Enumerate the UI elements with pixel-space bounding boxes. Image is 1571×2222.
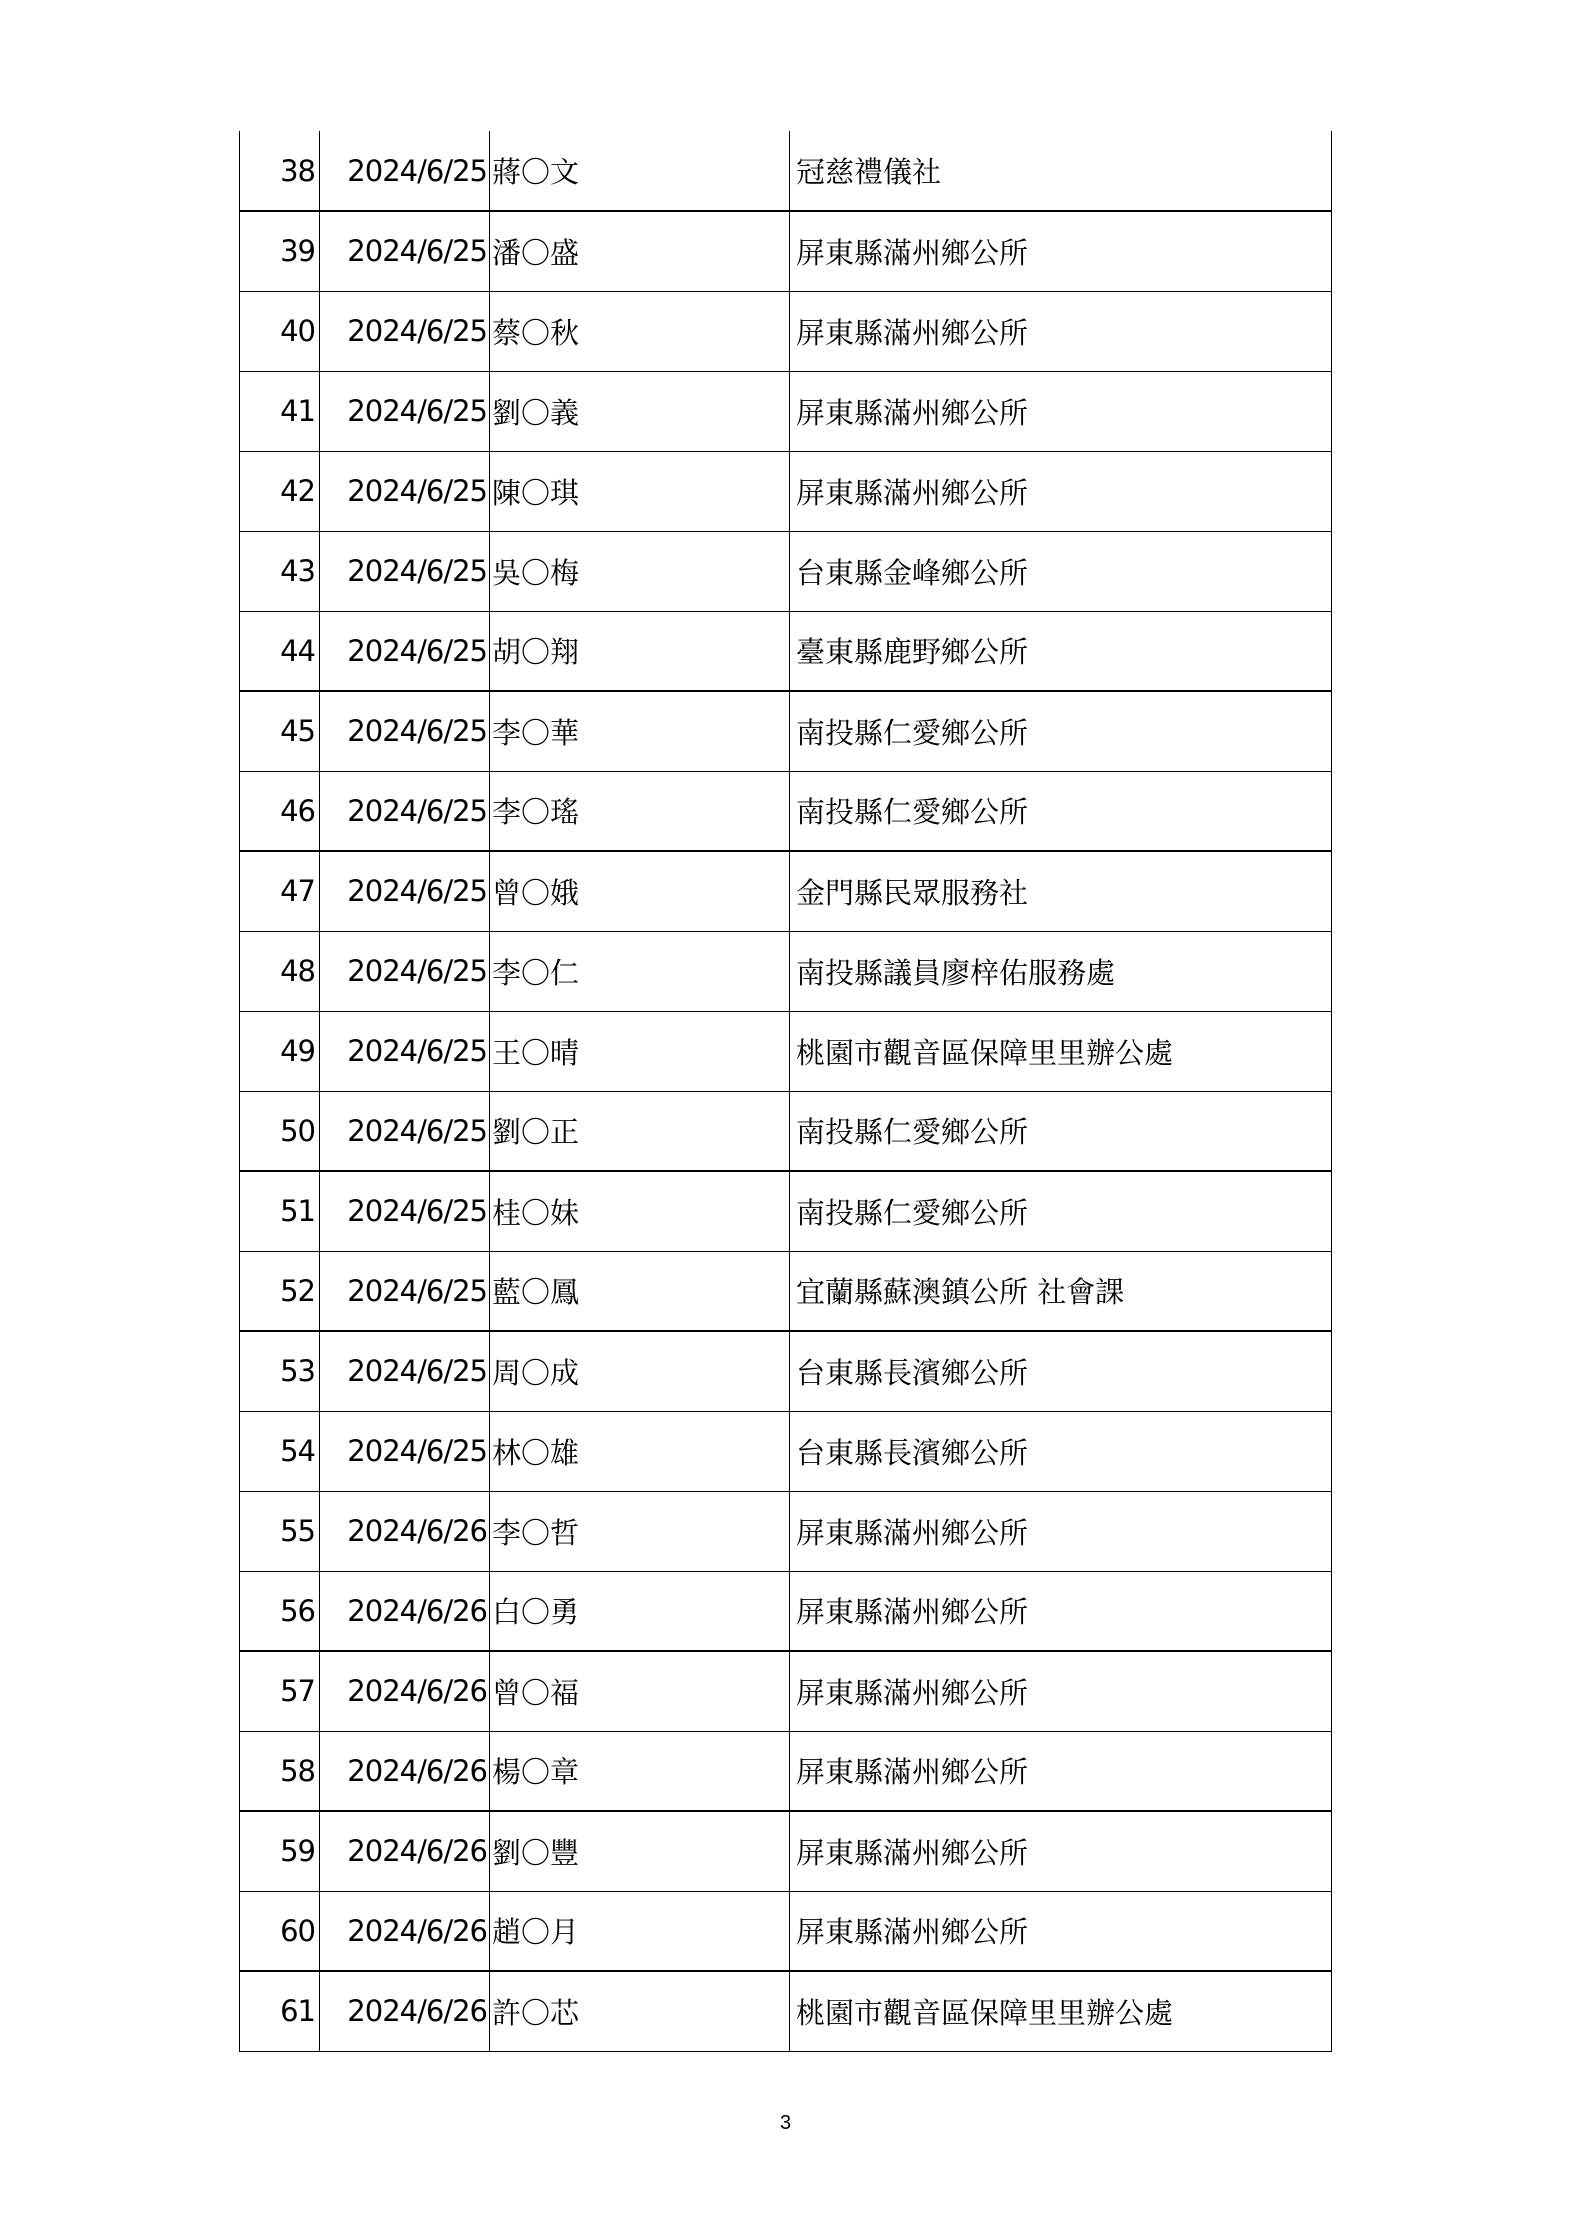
row-organization: 屏東縣滿州鄉公所 [790, 451, 1332, 531]
row-organization: 屏東縣滿州鄉公所 [790, 371, 1332, 451]
row-number: 47 [240, 851, 320, 931]
row-organization: 南投縣議員廖梓佑服務處 [790, 931, 1332, 1011]
row-number: 43 [240, 531, 320, 611]
row-date: 2024/6/25 [320, 1411, 490, 1491]
row-organization: 南投縣仁愛鄉公所 [790, 691, 1332, 771]
table-row [240, 371, 1332, 451]
row-organization: 屏東縣滿州鄉公所 [790, 1651, 1332, 1731]
row-date: 2024/6/25 [320, 1251, 490, 1331]
row-number: 46 [240, 771, 320, 851]
table-row [240, 611, 1332, 691]
row-number: 44 [240, 611, 320, 691]
row-name: 李〇哲 [490, 1491, 790, 1571]
row-organization: 屏東縣滿州鄉公所 [790, 1731, 1332, 1811]
table-row [240, 1011, 1332, 1091]
row-name: 林〇雄 [490, 1411, 790, 1491]
table-row [240, 1971, 1332, 2051]
row-number: 55 [240, 1491, 320, 1571]
row-name: 蔣〇文 [490, 131, 790, 211]
row-name: 趙〇月 [490, 1891, 790, 1971]
table-row [240, 1731, 1332, 1811]
row-organization: 桃園市觀音區保障里里辦公處 [790, 1011, 1332, 1091]
row-organization: 屏東縣滿州鄉公所 [790, 1571, 1332, 1651]
row-number: 45 [240, 691, 320, 771]
row-organization: 冠慈禮儀社 [790, 131, 1332, 211]
table-row [240, 451, 1332, 531]
row-name: 王〇晴 [490, 1011, 790, 1091]
records-table-body [240, 131, 1332, 2051]
row-name: 曾〇福 [490, 1651, 790, 1731]
table-row [240, 1571, 1332, 1651]
row-date: 2024/6/25 [320, 211, 490, 291]
row-date: 2024/6/25 [320, 1171, 490, 1251]
row-number: 52 [240, 1251, 320, 1331]
row-name: 桂〇妹 [490, 1171, 790, 1251]
row-organization: 台東縣金峰鄉公所 [790, 531, 1332, 611]
table-row [240, 531, 1332, 611]
row-name: 蔡〇秋 [490, 291, 790, 371]
row-date: 2024/6/26 [320, 1731, 490, 1811]
row-number: 58 [240, 1731, 320, 1811]
table-row [240, 291, 1332, 371]
row-number: 49 [240, 1011, 320, 1091]
table-row [240, 1251, 1332, 1331]
row-number: 59 [240, 1811, 320, 1891]
table-row [240, 771, 1332, 851]
row-date: 2024/6/26 [320, 1571, 490, 1651]
row-organization: 桃園市觀音區保障里里辦公處 [790, 1971, 1332, 2051]
row-date: 2024/6/25 [320, 531, 490, 611]
row-date: 2024/6/26 [320, 1651, 490, 1731]
row-organization: 台東縣長濱鄉公所 [790, 1331, 1332, 1411]
page-number: 3 [779, 2112, 792, 2134]
row-date: 2024/6/26 [320, 1891, 490, 1971]
table-row [240, 691, 1332, 771]
row-name: 吳〇梅 [490, 531, 790, 611]
row-name: 陳〇琪 [490, 451, 790, 531]
row-number: 61 [240, 1971, 320, 2051]
row-number: 39 [240, 211, 320, 291]
row-name: 李〇仁 [490, 931, 790, 1011]
row-organization: 台東縣長濱鄉公所 [790, 1411, 1332, 1491]
row-organization: 金門縣民眾服務社 [790, 851, 1332, 931]
row-organization: 屏東縣滿州鄉公所 [790, 211, 1332, 291]
row-number: 54 [240, 1411, 320, 1491]
row-organization: 宜蘭縣蘇澳鎮公所 社會課 [790, 1251, 1332, 1331]
table-row [240, 1491, 1332, 1571]
row-number: 41 [240, 371, 320, 451]
table-row [240, 1171, 1332, 1251]
row-date: 2024/6/25 [320, 1331, 490, 1411]
row-date: 2024/6/26 [320, 1971, 490, 2051]
row-organization: 屏東縣滿州鄉公所 [790, 1891, 1332, 1971]
records-table [239, 131, 1332, 2052]
row-name: 許〇芯 [490, 1971, 790, 2051]
table-row [240, 1411, 1332, 1491]
row-name: 周〇成 [490, 1331, 790, 1411]
table-row [240, 1331, 1332, 1411]
table-row [240, 851, 1332, 931]
row-date: 2024/6/25 [320, 691, 490, 771]
row-date: 2024/6/25 [320, 291, 490, 371]
row-number: 56 [240, 1571, 320, 1651]
row-organization: 南投縣仁愛鄉公所 [790, 1091, 1332, 1171]
row-name: 劉〇豐 [490, 1811, 790, 1891]
row-organization: 臺東縣鹿野鄉公所 [790, 611, 1332, 691]
row-number: 53 [240, 1331, 320, 1411]
row-name: 藍〇鳳 [490, 1251, 790, 1331]
row-date: 2024/6/25 [320, 371, 490, 451]
table-row [240, 1891, 1332, 1971]
row-date: 2024/6/25 [320, 771, 490, 851]
row-organization: 南投縣仁愛鄉公所 [790, 771, 1332, 851]
row-organization: 屏東縣滿州鄉公所 [790, 291, 1332, 371]
row-date: 2024/6/25 [320, 1011, 490, 1091]
row-organization: 南投縣仁愛鄉公所 [790, 1171, 1332, 1251]
row-name: 胡〇翔 [490, 611, 790, 691]
row-number: 60 [240, 1891, 320, 1971]
table-row [240, 1651, 1332, 1731]
table-row [240, 211, 1332, 291]
row-organization: 屏東縣滿州鄉公所 [790, 1811, 1332, 1891]
row-name: 劉〇義 [490, 371, 790, 451]
row-name: 李〇華 [490, 691, 790, 771]
row-name: 曾〇娥 [490, 851, 790, 931]
table-row [240, 1091, 1332, 1171]
row-date: 2024/6/25 [320, 451, 490, 531]
row-name: 李〇瑤 [490, 771, 790, 851]
row-name: 楊〇章 [490, 1731, 790, 1811]
row-number: 42 [240, 451, 320, 531]
table-row [240, 131, 1332, 211]
row-date: 2024/6/25 [320, 131, 490, 211]
row-number: 40 [240, 291, 320, 371]
table-row [240, 1811, 1332, 1891]
row-number: 38 [240, 131, 320, 211]
row-number: 57 [240, 1651, 320, 1731]
row-date: 2024/6/25 [320, 931, 490, 1011]
row-date: 2024/6/26 [320, 1811, 490, 1891]
table-row [240, 931, 1332, 1011]
row-number: 51 [240, 1171, 320, 1251]
row-date: 2024/6/25 [320, 611, 490, 691]
row-date: 2024/6/25 [320, 1091, 490, 1171]
row-name: 白〇勇 [490, 1571, 790, 1651]
row-date: 2024/6/26 [320, 1491, 490, 1571]
row-number: 48 [240, 931, 320, 1011]
row-date: 2024/6/25 [320, 851, 490, 931]
row-organization: 屏東縣滿州鄉公所 [790, 1491, 1332, 1571]
row-number: 50 [240, 1091, 320, 1171]
row-name: 潘〇盛 [490, 211, 790, 291]
row-name: 劉〇正 [490, 1091, 790, 1171]
